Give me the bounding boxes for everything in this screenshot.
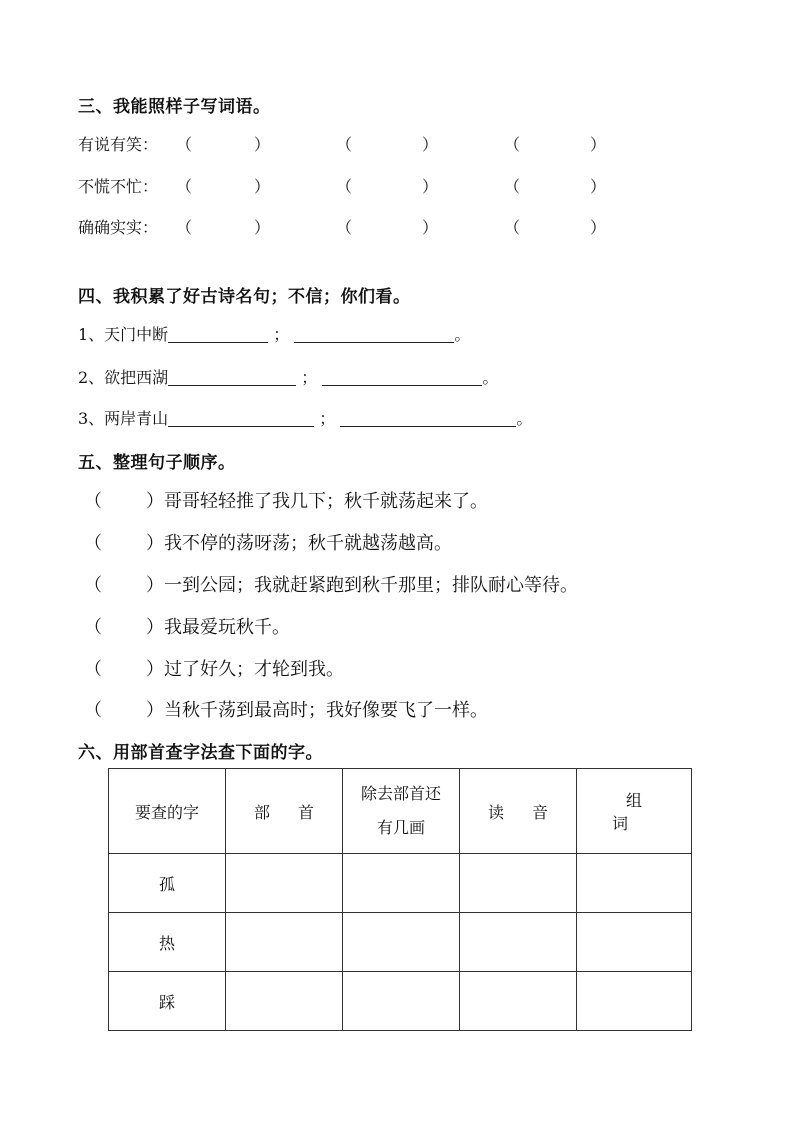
char-cell: 热 (109, 913, 226, 972)
paren-open: （ (84, 533, 102, 554)
poem-prefix: 3、两岸青山 (78, 409, 169, 428)
section4-heading: 四、我积累了好古诗名句；不信；你们看。 (78, 287, 411, 307)
char-cell: 踩 (109, 972, 226, 1031)
paren-open: （ (84, 659, 102, 680)
paren-close: ） (590, 177, 607, 196)
paren-close: ） (146, 491, 164, 512)
poem-sep: ； (301, 368, 318, 387)
section6-heading: 六、用部首查字法查下面的字。 (78, 743, 323, 763)
sentence-text: 我不停的荡呀荡；秋千就越荡越高。 (164, 533, 452, 554)
paren-open: （ (336, 218, 353, 237)
paren-close: ） (146, 533, 164, 554)
header-radical-text: 部首 (254, 802, 343, 822)
paren-close: ） (146, 575, 164, 596)
paren-open: （ (504, 177, 521, 196)
poem-end: 。 (454, 325, 471, 344)
answer-blank[interactable] (168, 367, 296, 386)
paren-close: ） (422, 177, 439, 196)
paren-open: （ (84, 700, 102, 721)
table-row (109, 854, 692, 913)
sentence-text: 过了好久；才轮到我。 (164, 659, 344, 680)
answer-cell[interactable] (343, 913, 460, 972)
section5-heading: 五、整理句子顺序。 (78, 453, 236, 473)
paren-close: ） (146, 659, 164, 680)
paren-close: ） (146, 700, 164, 721)
poem-sep: ； (273, 325, 290, 344)
paren-close: ） (422, 218, 439, 237)
answer-blank[interactable] (340, 408, 516, 427)
answer-cell[interactable] (577, 854, 692, 913)
paren-open: （ (176, 218, 193, 237)
answer-cell[interactable] (460, 913, 577, 972)
answer-blank[interactable] (168, 408, 314, 427)
paren-open: （ (84, 617, 102, 638)
sentence-text: 我最爱玩秋千。 (164, 617, 290, 638)
answer-cell[interactable] (460, 854, 577, 913)
paren-close: ） (422, 135, 439, 154)
answer-cell[interactable] (577, 972, 692, 1031)
poem-line-3 (78, 406, 532, 429)
pattern-label: 不慌不忙： (78, 177, 159, 196)
paren-open: （ (84, 491, 102, 512)
table-header-row (109, 769, 692, 854)
paren-close: ） (146, 617, 164, 638)
paren-close: ） (590, 218, 607, 237)
answer-blank[interactable] (168, 324, 268, 343)
answer-blank[interactable] (322, 367, 482, 386)
paren-open: （ (176, 135, 193, 154)
paren-close: ） (254, 177, 271, 196)
header-pronunciation-text: 读音 (488, 802, 577, 822)
sentence-text: 当秋千荡到最高时；我好像要飞了一样。 (164, 700, 488, 721)
sentence-text: 一到公园；我就赶紧跑到秋千那里；排队耐心等待。 (164, 575, 578, 596)
paren-open: （ (176, 177, 193, 196)
paren-close: ） (254, 135, 271, 154)
header-cell-words (577, 769, 692, 854)
header-cell-radical (226, 769, 343, 854)
pattern-label: 有说有笑： (78, 135, 159, 154)
radical-lookup-table (108, 768, 692, 1031)
paren-open: （ (336, 177, 353, 196)
poem-prefix: 2、欲把西湖 (78, 368, 169, 387)
header-cell-char: 要查的字 (109, 769, 226, 854)
answer-cell[interactable] (226, 913, 343, 972)
answer-cell[interactable] (577, 913, 692, 972)
header-strokes-line2: 有几画 (376, 818, 425, 837)
answer-blank[interactable] (294, 324, 454, 343)
table-row (109, 913, 692, 972)
poem-sep: ； (319, 409, 336, 428)
pattern-label: 确确实实： (78, 218, 159, 237)
answer-cell[interactable] (226, 972, 343, 1031)
poem-end: 。 (482, 368, 499, 387)
answer-cell[interactable] (343, 854, 460, 913)
paren-open: （ (504, 135, 521, 154)
answer-cell[interactable] (226, 854, 343, 913)
header-strokes-line1: 除去部首还 (360, 784, 441, 803)
header-cell-strokes (343, 769, 460, 854)
poem-prefix: 1、天门中断 (78, 325, 169, 344)
paren-open: （ (336, 135, 353, 154)
paren-open: （ (504, 218, 521, 237)
poem-line-2 (78, 365, 498, 388)
poem-line-1 (78, 322, 470, 345)
poem-end: 。 (516, 409, 533, 428)
header-cell-pronunciation (460, 769, 577, 854)
sentence-text: 哥哥轻轻推了我几下；秋千就荡起来了。 (164, 491, 488, 512)
table-row (109, 972, 692, 1031)
answer-cell[interactable] (460, 972, 577, 1031)
section3-heading: 三、我能照样子写词语。 (78, 97, 271, 117)
answer-cell[interactable] (343, 972, 460, 1031)
paren-close: ） (254, 218, 271, 237)
paren-close: ） (590, 135, 607, 154)
header-words-text: 组词 (611, 791, 670, 833)
paren-open: （ (84, 575, 102, 596)
char-cell: 孤 (109, 854, 226, 913)
